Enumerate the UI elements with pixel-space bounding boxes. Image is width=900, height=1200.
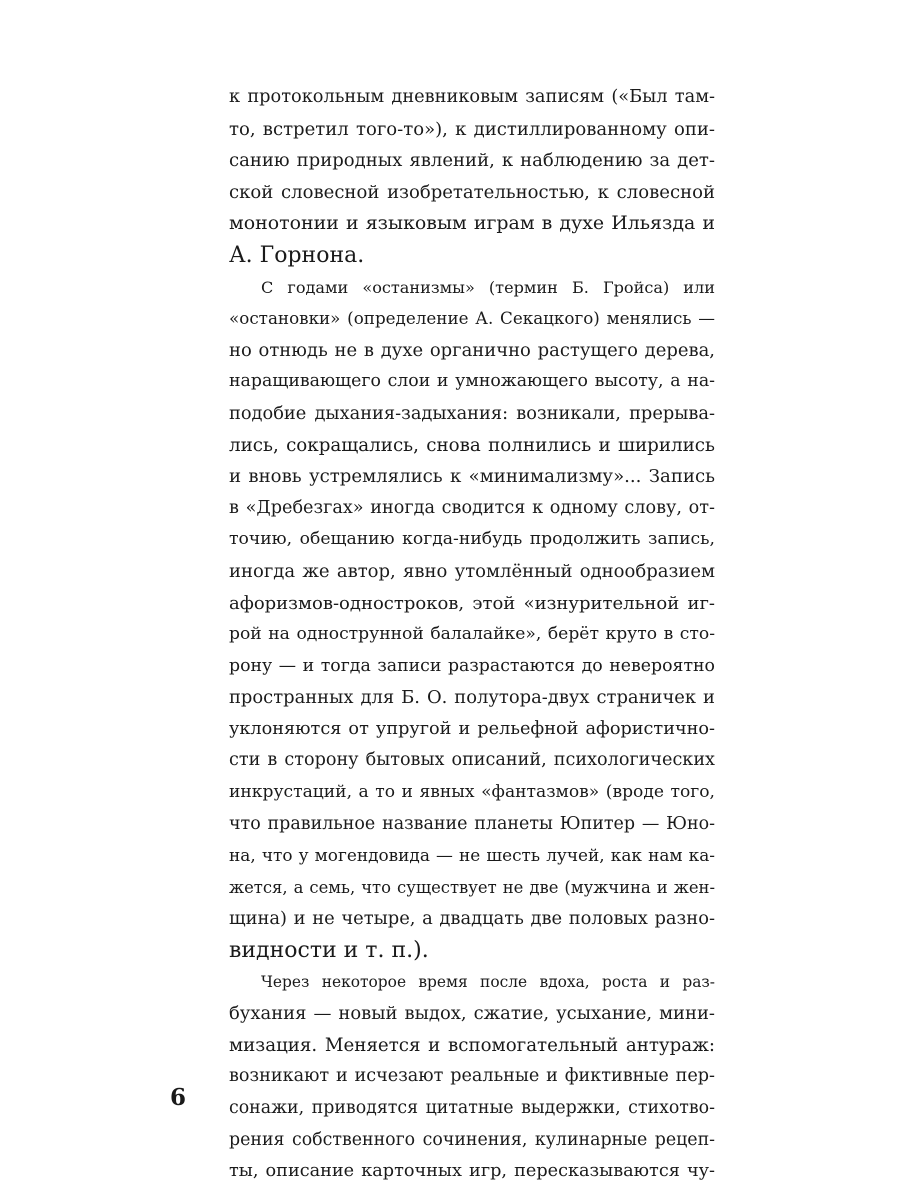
text-line: рону — и тогда записи разрастаются до невероятно	[229, 655, 715, 676]
text-line: санию природных явлений, к наблюдению за дет-	[229, 150, 715, 172]
text-line: в «Дребезгах» иногда сводится к одному слову, от-	[229, 497, 715, 518]
text-line: Через некоторое время после вдоха, роста и раз-	[261, 972, 715, 991]
text-line: наращивающего слои и умножающего высоту, а на-	[229, 371, 715, 392]
text-line: и вновь устремлялись к «минимализму»... Запись	[229, 466, 715, 488]
text-line: уклоняются от упругой и рельефной афористично-	[229, 718, 715, 739]
page-number: 6	[170, 1084, 187, 1111]
text-line: рой на однострунной балалайке», берёт круто в сто-	[229, 624, 715, 645]
text-line: инкрустаций, а то и явных «фантазмов» (вроде того,	[229, 782, 715, 803]
text-line: сонажи, приводятся цитатные выдержки, стихотво-	[229, 1098, 715, 1118]
text-line: к протокольным дневниковым записям («Был там-	[229, 87, 715, 107]
text-line: но отнюдь не в духе органично растущего дерева,	[229, 339, 715, 361]
text-line: «остановки» (определение А. Секацкого) менялись —	[229, 308, 715, 329]
text-line: рения собственного сочинения, кулинарные рецеп-	[229, 1129, 715, 1150]
text-line: то, встретил того-то»), к дистиллированному опи-	[229, 118, 715, 140]
text-line: пространных для Б. О. полутора-двух страничек и	[229, 687, 715, 709]
text-line: афоризмов-однострок​ов, этой «изнурительной иг-	[229, 592, 715, 614]
text-line: что правильное название планеты Юпитер — Юно-	[229, 813, 715, 834]
text-line: лись, сокращались, снова полнились и ширились	[229, 434, 715, 456]
text-line: подобие дыхания-задыхания: возникали, прерыва-	[229, 402, 715, 424]
text-line: мизация. Меняется и вспомогательный антураж:	[229, 1034, 715, 1056]
text-line: возникают и исчезают реальные и фиктивные пер-	[229, 1066, 715, 1087]
text-line: иногда же автор, явно утомлённый однообразием	[229, 560, 715, 582]
text-line: А. Горнона.	[229, 242, 365, 268]
text-line: ской словесной изобретательностью, к словесной	[229, 181, 715, 203]
text-line: монотонии и языковым играм в духе Ильязда и	[229, 212, 715, 235]
body-text	[229, 82, 715, 1188]
text-line: бухания — новый выдох, сжатие, усыхание, мини-	[229, 1003, 715, 1025]
text-line: С годами «останизмы» (термин Б. Гройса) или	[261, 277, 715, 297]
text-line: на, что у могендовида — не шесть лучей, как нам ка-	[229, 845, 715, 866]
text-line: щина) и не четыре, а двадцать две половых разно-	[229, 908, 715, 930]
text-line: жется, а семь, что существует не две (мужчина и жен-	[229, 877, 715, 897]
text-line: сти в сторону бытовых описаний, психологических	[229, 750, 715, 771]
text-line: видности и т. п.).	[229, 938, 429, 964]
text-line: ты, описание карточных игр, пересказываются чу-	[229, 1161, 715, 1182]
text-line: точию, обещанию когда-нибудь продолжить запись,	[229, 529, 715, 550]
